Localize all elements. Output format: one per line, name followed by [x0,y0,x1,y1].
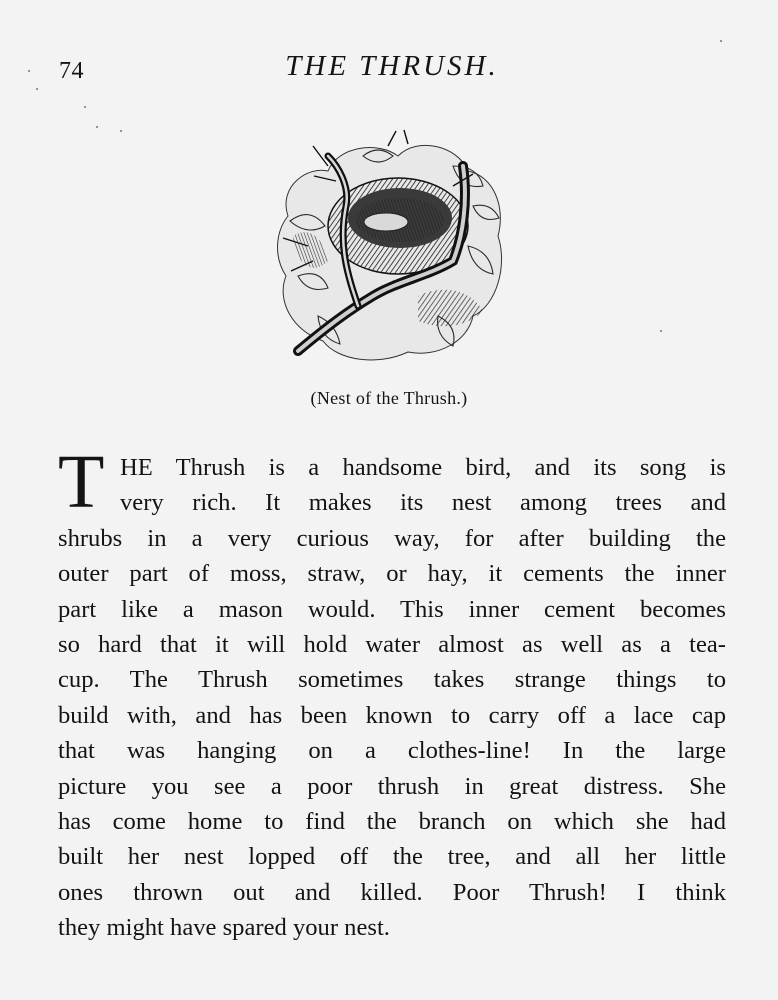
text-line: part like a mason would. This inner cement becomes [58,595,726,623]
running-title-text: THE THRUSH. [285,50,499,82]
text-line: cup. The Thrush sometimes takes strange things to [58,666,726,694]
text-line: built her nest lopped off the tree, and all her little [58,843,726,871]
text-line: that was hanging on a clothes-line! In the large [58,737,726,765]
text-line: shrubs in a very curious way, for after building the [58,524,726,552]
text-line: ones thrown out and killed. Poor Thrush! I think [58,878,726,906]
body-paragraph [58,440,726,945]
text-line: very rich. It makes its nest among trees and [120,489,726,517]
text-line: HE Thrush is a handsome bird, and its song is [120,454,726,481]
page-number: 74 [59,58,84,84]
text-line: build with, and has been known to carry off a lace cap [58,701,726,729]
drop-cap: T [58,440,105,524]
text-line: so hard that it will hold water almost as well as a tea- [58,630,726,658]
running-title [0,50,778,83]
text-line: has come home to find the branch on which she had [58,807,726,835]
illustration-caption: (Nest of the Thrush.) [310,388,468,408]
text-line: picture you see a poor thrush in great distress. She [58,772,726,800]
text-line: they might have spared your nest. [58,914,390,942]
bird-nest-engraving-icon [268,126,508,368]
text-line: outer part of moss, straw, or hay, it cements the inner [58,560,726,588]
